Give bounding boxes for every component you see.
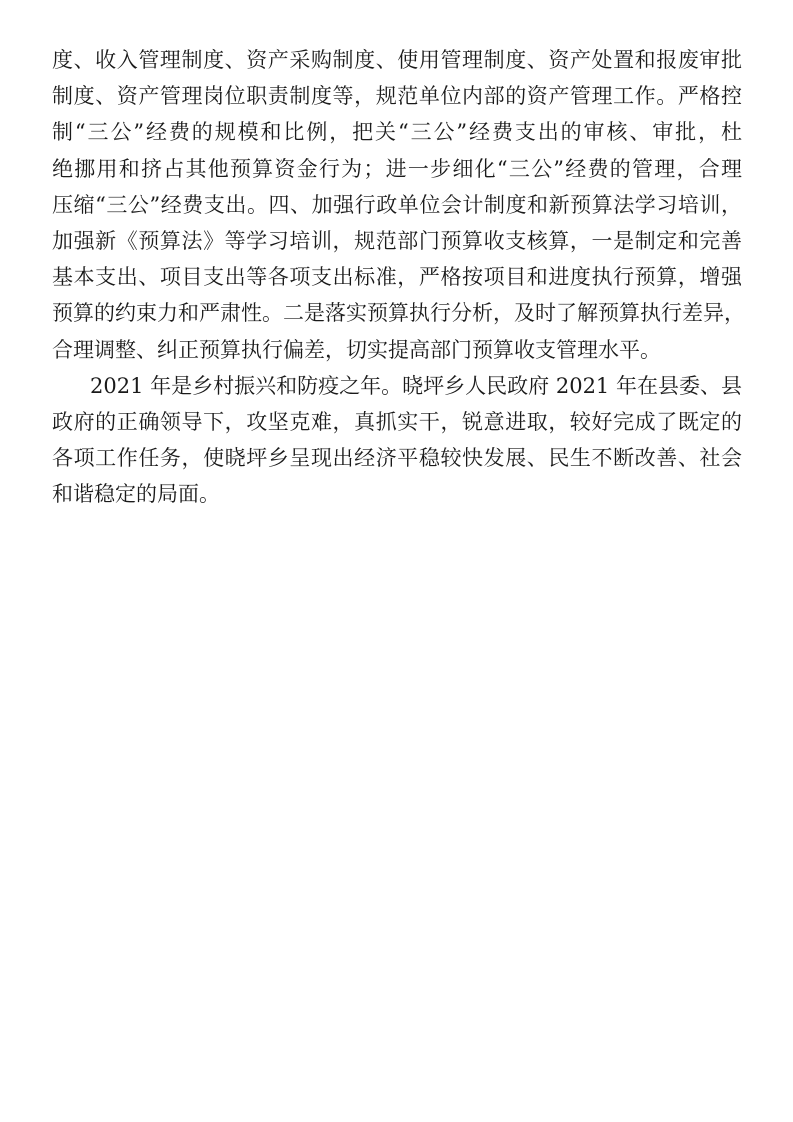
text-line: 合理调整、纠正预算执行偏差，切实提高部门预算收支管理水平。 (52, 337, 661, 362)
text-line: 和谐稳定的局面。 (52, 482, 220, 507)
text-line: 度、收入管理制度、资产采购制度、使用管理制度、资产处置和报废审批 (52, 48, 742, 72)
paragraph-summary-2021 (52, 368, 742, 513)
text-line: 预算的约束力和严肃性。二是落实预算执行分析，及时了解预算执行差异， (52, 301, 745, 326)
text-line: 制度、资产管理岗位职责制度等，规范单位内部的资产管理工作。严格控 (52, 84, 742, 109)
text-line: 压缩“三公”经费支出。四、加强行政单位会计制度和新预算法学习培训， (52, 192, 742, 217)
text-line: 各项工作任务，使晓坪乡呈现出经济平稳较快发展、民生不断改善、社会 (52, 446, 742, 471)
text-line: 绝挪用和挤占其他预算资金行为；进一步细化“三公”经费的管理，合理 (52, 156, 742, 181)
paragraph-asset-management (52, 42, 745, 368)
text-line: 政府的正确领导下，攻坚克难，真抓实干，锐意进取，较好完成了既定的 (52, 410, 742, 435)
text-line: 基本支出、项目支出等各项支出标准，严格按项目和进度执行预算，增强 (52, 265, 742, 290)
text-line: 加强新《预算法》等学习培训，规范部门预算收支核算，一是制定和完善 (52, 229, 742, 254)
document-body (52, 42, 745, 513)
text-line: 2021 年是乡村振兴和防疫之年。晓坪乡人民政府 2021 年在县委、县 (90, 373, 742, 398)
text-line: 制“三公”经费的规模和比例，把关“三公”经费支出的审核、审批，杜 (52, 120, 742, 145)
